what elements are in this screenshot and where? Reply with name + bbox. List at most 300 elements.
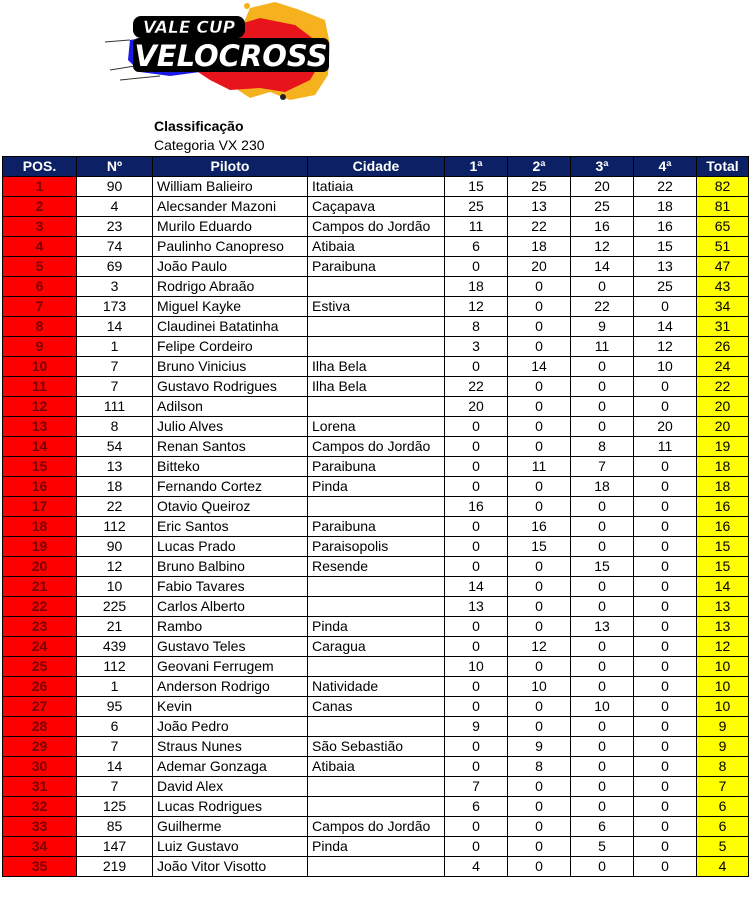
round-1-cell: 10 (445, 657, 508, 677)
round-2-cell: 22 (508, 217, 571, 237)
round-3-cell: 0 (571, 417, 634, 437)
city-cell: Resende (308, 557, 445, 577)
round-1-cell: 0 (445, 737, 508, 757)
pilot-cell: Geovani Ferrugem (153, 657, 308, 677)
col-header-round-4: 4ª (634, 157, 697, 177)
round-1-cell: 6 (445, 237, 508, 257)
position-cell: 11 (3, 377, 77, 397)
table-row (3, 797, 749, 817)
total-cell: 20 (697, 417, 749, 437)
round-4-cell: 13 (634, 257, 697, 277)
round-1-cell: 0 (445, 617, 508, 637)
total-cell: 12 (697, 637, 749, 657)
pilot-cell: João Pedro (153, 717, 308, 737)
position-cell: 17 (3, 497, 77, 517)
number-cell: 95 (77, 697, 153, 717)
total-cell: 13 (697, 597, 749, 617)
round-2-cell: 0 (508, 617, 571, 637)
round-3-cell: 15 (571, 557, 634, 577)
city-cell: Ilha Bela (308, 357, 445, 377)
number-cell: 7 (77, 357, 153, 377)
round-2-cell: 0 (508, 477, 571, 497)
round-2-cell: 0 (508, 337, 571, 357)
city-cell (308, 797, 445, 817)
city-cell (308, 277, 445, 297)
round-4-cell: 0 (634, 777, 697, 797)
table-row (3, 277, 749, 297)
round-3-cell: 0 (571, 777, 634, 797)
position-cell: 24 (3, 637, 77, 657)
round-1-cell: 7 (445, 777, 508, 797)
total-cell: 14 (697, 577, 749, 597)
number-cell: 90 (77, 537, 153, 557)
round-1-cell: 15 (445, 177, 508, 197)
position-cell: 27 (3, 697, 77, 717)
col-header-total: Total (697, 157, 749, 177)
pilot-cell: Ademar Gonzaga (153, 757, 308, 777)
city-cell (308, 657, 445, 677)
round-3-cell: 0 (571, 857, 634, 877)
table-row (3, 497, 749, 517)
round-1-cell: 16 (445, 497, 508, 517)
pilot-cell: Paulinho Canopreso (153, 237, 308, 257)
total-cell: 10 (697, 697, 749, 717)
city-cell (308, 317, 445, 337)
round-4-cell: 0 (634, 597, 697, 617)
col-header-round-3: 3ª (571, 157, 634, 177)
round-2-cell: 8 (508, 757, 571, 777)
table-row (3, 337, 749, 357)
number-cell: 23 (77, 217, 153, 237)
number-cell: 74 (77, 237, 153, 257)
vale-cup-velocross-logo (100, 0, 332, 108)
table-row (3, 677, 749, 697)
city-cell: Atibaia (308, 757, 445, 777)
pilot-cell: Luiz Gustavo (153, 837, 308, 857)
round-1-cell: 0 (445, 517, 508, 537)
number-cell: 4 (77, 197, 153, 217)
city-cell (308, 857, 445, 877)
total-cell: 19 (697, 437, 749, 457)
table-row (3, 317, 749, 337)
pilot-cell: Felipe Cordeiro (153, 337, 308, 357)
round-4-cell: 0 (634, 297, 697, 317)
number-cell: 90 (77, 177, 153, 197)
position-cell: 19 (3, 537, 77, 557)
round-3-cell: 0 (571, 577, 634, 597)
position-cell: 31 (3, 777, 77, 797)
number-cell: 439 (77, 637, 153, 657)
pilot-cell: Guilherme (153, 817, 308, 837)
round-1-cell: 0 (445, 697, 508, 717)
total-cell: 34 (697, 297, 749, 317)
number-cell: 7 (77, 737, 153, 757)
table-row (3, 377, 749, 397)
round-3-cell: 13 (571, 617, 634, 637)
table-row (3, 397, 749, 417)
table-row (3, 837, 749, 857)
number-cell: 1 (77, 337, 153, 357)
table-row (3, 557, 749, 577)
table-row (3, 517, 749, 537)
table-row (3, 817, 749, 837)
pilot-cell: Anderson Rodrigo (153, 677, 308, 697)
table-row (3, 537, 749, 557)
position-cell: 32 (3, 797, 77, 817)
round-4-cell: 25 (634, 277, 697, 297)
table-row (3, 737, 749, 757)
round-2-cell: 0 (508, 317, 571, 337)
round-4-cell: 0 (634, 797, 697, 817)
round-3-cell: 0 (571, 277, 634, 297)
position-cell: 21 (3, 577, 77, 597)
round-1-cell: 6 (445, 797, 508, 817)
round-2-cell: 0 (508, 397, 571, 417)
total-cell: 13 (697, 617, 749, 637)
round-2-cell: 12 (508, 637, 571, 657)
round-1-cell: 12 (445, 297, 508, 317)
position-cell: 35 (3, 857, 77, 877)
number-cell: 173 (77, 297, 153, 317)
round-2-cell: 0 (508, 657, 571, 677)
position-cell: 16 (3, 477, 77, 497)
round-3-cell: 16 (571, 217, 634, 237)
table-row (3, 757, 749, 777)
position-cell: 13 (3, 417, 77, 437)
round-3-cell: 12 (571, 237, 634, 257)
round-2-cell: 0 (508, 797, 571, 817)
pilot-cell: Gustavo Rodrigues (153, 377, 308, 397)
round-2-cell: 0 (508, 837, 571, 857)
position-cell: 28 (3, 717, 77, 737)
city-cell: Paraibuna (308, 457, 445, 477)
round-3-cell: 11 (571, 337, 634, 357)
round-1-cell: 0 (445, 457, 508, 477)
round-4-cell: 0 (634, 377, 697, 397)
round-4-cell: 0 (634, 817, 697, 837)
round-2-cell: 10 (508, 677, 571, 697)
round-4-cell: 0 (634, 677, 697, 697)
total-cell: 16 (697, 497, 749, 517)
total-cell: 16 (697, 517, 749, 537)
position-cell: 22 (3, 597, 77, 617)
city-cell: Paraisopolis (308, 537, 445, 557)
round-3-cell: 0 (571, 677, 634, 697)
number-cell: 14 (77, 317, 153, 337)
table-row (3, 217, 749, 237)
round-3-cell: 18 (571, 477, 634, 497)
table-row (3, 777, 749, 797)
position-cell: 3 (3, 217, 77, 237)
logo-line2-text: VELOCROSS (134, 39, 328, 73)
round-3-cell: 0 (571, 537, 634, 557)
round-3-cell: 0 (571, 597, 634, 617)
city-cell: Atibaia (308, 237, 445, 257)
pilot-cell: Bruno Vinicius (153, 357, 308, 377)
col-header-pilot: Piloto (153, 157, 308, 177)
round-4-cell: 12 (634, 337, 697, 357)
round-4-cell: 18 (634, 197, 697, 217)
city-cell: Caçapava (308, 197, 445, 217)
round-2-cell: 0 (508, 297, 571, 317)
pilot-cell: Bitteko (153, 457, 308, 477)
col-header-round-1: 1ª (445, 157, 508, 177)
position-cell: 18 (3, 517, 77, 537)
round-1-cell: 0 (445, 257, 508, 277)
number-cell: 22 (77, 497, 153, 517)
position-cell: 8 (3, 317, 77, 337)
round-2-cell: 0 (508, 437, 571, 457)
pilot-cell: João Paulo (153, 257, 308, 277)
round-4-cell: 0 (634, 537, 697, 557)
position-cell: 20 (3, 557, 77, 577)
col-header-number: Nº (77, 157, 153, 177)
total-cell: 9 (697, 737, 749, 757)
city-cell: Paraibuna (308, 517, 445, 537)
round-1-cell: 0 (445, 417, 508, 437)
city-cell: Campos do Jordão (308, 217, 445, 237)
round-3-cell: 0 (571, 737, 634, 757)
round-4-cell: 0 (634, 617, 697, 637)
pilot-cell: Lucas Prado (153, 537, 308, 557)
number-cell: 13 (77, 457, 153, 477)
table-row (3, 457, 749, 477)
pilot-cell: João Vitor Visotto (153, 857, 308, 877)
round-1-cell: 0 (445, 637, 508, 657)
page-title: Classificação (154, 118, 244, 134)
round-1-cell: 18 (445, 277, 508, 297)
total-cell: 26 (697, 337, 749, 357)
round-4-cell: 0 (634, 637, 697, 657)
round-3-cell: 0 (571, 497, 634, 517)
round-2-cell: 9 (508, 737, 571, 757)
pilot-cell: Gustavo Teles (153, 637, 308, 657)
pilot-cell: Claudinei Batatinha (153, 317, 308, 337)
number-cell: 112 (77, 517, 153, 537)
number-cell: 8 (77, 417, 153, 437)
table-row (3, 257, 749, 277)
round-3-cell: 9 (571, 317, 634, 337)
round-4-cell: 16 (634, 217, 697, 237)
round-2-cell: 0 (508, 557, 571, 577)
city-cell: Pinda (308, 617, 445, 637)
round-2-cell: 11 (508, 457, 571, 477)
round-1-cell: 4 (445, 857, 508, 877)
round-1-cell: 0 (445, 357, 508, 377)
pilot-cell: Straus Nunes (153, 737, 308, 757)
position-cell: 34 (3, 837, 77, 857)
round-1-cell: 20 (445, 397, 508, 417)
round-2-cell: 13 (508, 197, 571, 217)
category-subtitle: Categoria VX 230 (154, 137, 265, 153)
position-cell: 25 (3, 657, 77, 677)
number-cell: 147 (77, 837, 153, 857)
round-4-cell: 0 (634, 397, 697, 417)
position-cell: 30 (3, 757, 77, 777)
city-cell (308, 777, 445, 797)
position-cell: 6 (3, 277, 77, 297)
table-row (3, 597, 749, 617)
round-1-cell: 0 (445, 677, 508, 697)
total-cell: 4 (697, 857, 749, 877)
number-cell: 7 (77, 777, 153, 797)
round-4-cell: 11 (634, 437, 697, 457)
pilot-cell: Miguel Kayke (153, 297, 308, 317)
round-2-cell: 0 (508, 417, 571, 437)
position-cell: 23 (3, 617, 77, 637)
pilot-cell: Otavio Queiroz (153, 497, 308, 517)
number-cell: 14 (77, 757, 153, 777)
round-2-cell: 18 (508, 237, 571, 257)
number-cell: 219 (77, 857, 153, 877)
pilot-cell: Carlos Alberto (153, 597, 308, 617)
city-cell: Lorena (308, 417, 445, 437)
col-header-city: Cidade (308, 157, 445, 177)
total-cell: 22 (697, 377, 749, 397)
logo-line1-text: VALE CUP (142, 18, 236, 38)
total-cell: 10 (697, 657, 749, 677)
total-cell: 18 (697, 457, 749, 477)
city-cell (308, 337, 445, 357)
total-cell: 47 (697, 257, 749, 277)
city-cell: Pinda (308, 477, 445, 497)
round-2-cell: 0 (508, 577, 571, 597)
city-cell: Campos do Jordão (308, 817, 445, 837)
round-3-cell: 0 (571, 397, 634, 417)
pilot-cell: Kevin (153, 697, 308, 717)
city-cell: Pinda (308, 837, 445, 857)
pilot-cell: Lucas Rodrigues (153, 797, 308, 817)
round-1-cell: 0 (445, 837, 508, 857)
number-cell: 10 (77, 577, 153, 597)
round-3-cell: 0 (571, 797, 634, 817)
number-cell: 54 (77, 437, 153, 457)
number-cell: 12 (77, 557, 153, 577)
total-cell: 7 (697, 777, 749, 797)
total-cell: 82 (697, 177, 749, 197)
table-row (3, 477, 749, 497)
total-cell: 10 (697, 677, 749, 697)
position-cell: 7 (3, 297, 77, 317)
total-cell: 43 (697, 277, 749, 297)
round-2-cell: 0 (508, 497, 571, 517)
round-2-cell: 25 (508, 177, 571, 197)
position-cell: 12 (3, 397, 77, 417)
round-1-cell: 3 (445, 337, 508, 357)
city-cell (308, 497, 445, 517)
col-header-round-2: 2ª (508, 157, 571, 177)
round-4-cell: 22 (634, 177, 697, 197)
total-cell: 9 (697, 717, 749, 737)
round-1-cell: 9 (445, 717, 508, 737)
number-cell: 6 (77, 717, 153, 737)
total-cell: 15 (697, 537, 749, 557)
total-cell: 15 (697, 557, 749, 577)
round-2-cell: 20 (508, 257, 571, 277)
position-cell: 15 (3, 457, 77, 477)
round-4-cell: 0 (634, 837, 697, 857)
round-4-cell: 0 (634, 697, 697, 717)
city-cell (308, 397, 445, 417)
round-2-cell: 0 (508, 857, 571, 877)
round-1-cell: 8 (445, 317, 508, 337)
city-cell: Canas (308, 697, 445, 717)
round-1-cell: 0 (445, 757, 508, 777)
total-cell: 5 (697, 837, 749, 857)
table-row (3, 197, 749, 217)
round-4-cell: 15 (634, 237, 697, 257)
col-header-pos: POS. (3, 157, 77, 177)
number-cell: 85 (77, 817, 153, 837)
pilot-cell: Alecsander Mazoni (153, 197, 308, 217)
pilot-cell: Bruno Balbino (153, 557, 308, 577)
table-row (3, 417, 749, 437)
round-4-cell: 0 (634, 457, 697, 477)
position-cell: 26 (3, 677, 77, 697)
table-row (3, 697, 749, 717)
round-4-cell: 20 (634, 417, 697, 437)
table-row (3, 357, 749, 377)
round-4-cell: 0 (634, 757, 697, 777)
round-1-cell: 0 (445, 537, 508, 557)
total-cell: 65 (697, 217, 749, 237)
number-cell: 7 (77, 377, 153, 397)
pilot-cell: Julio Alves (153, 417, 308, 437)
round-3-cell: 25 (571, 197, 634, 217)
city-cell: Estiva (308, 297, 445, 317)
round-4-cell: 0 (634, 657, 697, 677)
position-cell: 10 (3, 357, 77, 377)
round-1-cell: 25 (445, 197, 508, 217)
total-cell: 18 (697, 477, 749, 497)
round-3-cell: 0 (571, 637, 634, 657)
position-cell: 1 (3, 177, 77, 197)
position-cell: 14 (3, 437, 77, 457)
pilot-cell: Fabio Tavares (153, 577, 308, 597)
table-row (3, 857, 749, 877)
round-2-cell: 0 (508, 697, 571, 717)
round-3-cell: 0 (571, 657, 634, 677)
table-header-row (3, 157, 749, 177)
city-cell: Natividade (308, 677, 445, 697)
round-1-cell: 13 (445, 597, 508, 617)
pilot-cell: Eric Santos (153, 517, 308, 537)
total-cell: 81 (697, 197, 749, 217)
total-cell: 20 (697, 397, 749, 417)
total-cell: 6 (697, 797, 749, 817)
number-cell: 18 (77, 477, 153, 497)
number-cell: 1 (77, 677, 153, 697)
round-2-cell: 15 (508, 537, 571, 557)
city-cell: Itatiaia (308, 177, 445, 197)
round-3-cell: 0 (571, 717, 634, 737)
pilot-cell: Murilo Eduardo (153, 217, 308, 237)
city-cell: São Sebastião (308, 737, 445, 757)
round-1-cell: 0 (445, 557, 508, 577)
table-row (3, 437, 749, 457)
round-3-cell: 5 (571, 837, 634, 857)
pilot-cell: Renan Santos (153, 437, 308, 457)
round-3-cell: 22 (571, 297, 634, 317)
round-4-cell: 0 (634, 557, 697, 577)
pilot-cell: Adilson (153, 397, 308, 417)
position-cell: 5 (3, 257, 77, 277)
round-1-cell: 14 (445, 577, 508, 597)
round-3-cell: 7 (571, 457, 634, 477)
pilot-cell: William Balieiro (153, 177, 308, 197)
round-3-cell: 6 (571, 817, 634, 837)
table-row (3, 177, 749, 197)
